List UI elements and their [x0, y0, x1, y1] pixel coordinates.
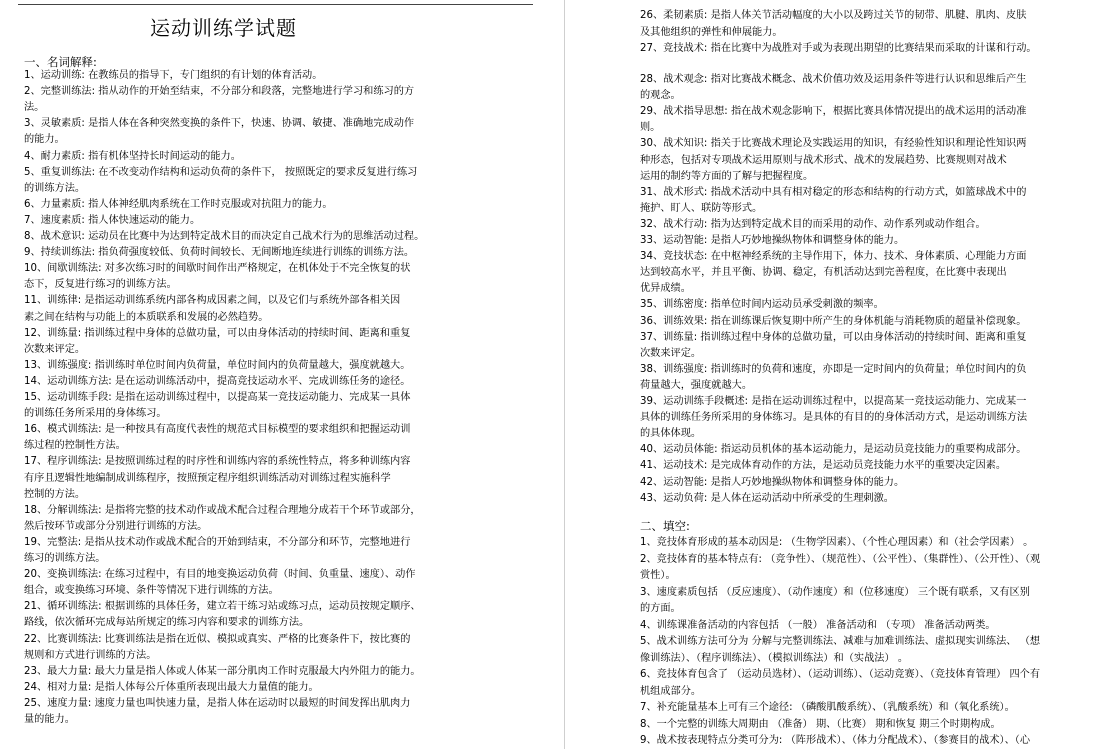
- text-line: 练过程的控制性方法。: [24, 440, 126, 452]
- text-line: 2、完整训练法: 指从动作的开始至结束，不分部分和段落，完整地进行学习和练习的方: [24, 86, 415, 98]
- text-line: 赏性）。: [640, 570, 676, 581]
- text-line: 2、竞技体育的基本特点有: （竞争性）、（规范性）、（公平性）、（集群性）、（公开性）、（观: [640, 553, 1041, 565]
- text-line: 31、战术形式: 指战术活动中具有相对稳定的形态和结构的行动方式，如篮球战术中的: [640, 186, 1027, 198]
- header-rule: [18, 4, 533, 5]
- section-heading-fill-in: 二、填空:: [640, 519, 690, 533]
- text-line: 6、力量素质: 指人体神经肌肉系统在工作时克服或对抗阻力的能力。: [24, 198, 333, 210]
- text-line: 25、速度力量: 速度力量也叫快速力量，是指人体在运动时以最短的时间发挥出肌肉力: [24, 697, 411, 709]
- text-line: 组合，或变换练习环境、条件等情况下进行训练的方法。: [24, 585, 279, 597]
- text-line: 次数来评定。: [24, 343, 86, 355]
- text-line: 21、循环训练法: 根据训练的具体任务，建立若干练习站或练习点，运动员按规定顺序、: [24, 601, 421, 613]
- text-line: 的训练任务所采用的身体练习。: [24, 408, 167, 420]
- text-line: 1、运动训练: 在教练员的指导下，专门组织的有计划的体育活动。: [24, 70, 323, 81]
- text-line: 37、训练量: 指训练过程中身体的总做功量，可以由身体活动的持续时间、距离和重复: [640, 331, 1027, 343]
- text-line: 素之间在结构与功能上的本质联系和发展的必然趋势。: [24, 311, 269, 323]
- text-line: 法。: [24, 102, 45, 114]
- text-line: 7、速度素质: 指人体快速运动的能力。: [24, 214, 201, 226]
- text-line: 41、运动技术: 是完成体育动作的方法，是运动员竞技能力水平的重要决定因素。: [640, 460, 1007, 472]
- text-line: 4、训练课准备活动的内容包括 （一般） 准备活动和 （专项） 准备活动两类。: [640, 619, 996, 631]
- text-line: 28、战术观念: 指对比赛战术概念、战术价值功效及运用条件等进行认识和思维后产生: [640, 74, 1027, 85]
- text-line: 23、最大力量: 最大力量是指人体或人体某一部分肌肉工作时克服最大内外阻力的能力。: [24, 665, 421, 677]
- text-line: 20、变换训练法: 在练习过程中，有目的地变换运动负荷（时间、负重量、速度）、动作: [24, 569, 416, 581]
- text-line: 路线，依次循环完成每站所规定的练习内容和要求的训练方法。: [24, 617, 310, 629]
- text-line: 15、运动训练手段: 是指在运动训练过程中，以提高某一竞技运动能力、完成某一具体: [24, 392, 411, 403]
- text-line: 态下，反复进行练习的训练方法。: [24, 279, 177, 291]
- page-gap: [560, 0, 570, 749]
- text-line: 5、重复训练法: 在不改变动作结构和运动负荷的条件下， 按照既定的要求反复进行练习: [24, 166, 418, 178]
- text-line: 22、比赛训练法: 比赛训练法是指在近似、模拟或真实、严格的比赛条件下，按比赛的: [24, 633, 411, 645]
- text-line: 优异成绩。: [640, 283, 691, 295]
- text-line: 像训练法）、（程序训练法）、（模拟训练法）和（实战法） 。: [640, 652, 909, 664]
- text-line: 的能力。: [24, 134, 65, 146]
- text-line: 33、运动智能: 是指人巧妙地操纵物体和调整身体的能力。: [640, 235, 905, 246]
- text-line: 32、战术行动: 指为达到特定战术目的而采用的动作、动作系列或动作组合。: [640, 218, 986, 230]
- text-line: 14、运动训练方法: 是在运动训练活动中，提高竞技运动水平、完成训练任务的途径。: [24, 375, 411, 387]
- text-line: 40、运动员体能: 指运动员机体的基本运动能力，是运动员竞技能力的重要构成部分。: [640, 444, 1027, 456]
- text-line: 然后按环节或部分分别进行训练的方法。: [24, 520, 208, 532]
- text-line: 18、分解训练法: 是指将完整的技术动作或战术配合过程合理地分成若干个环节或部分，: [24, 504, 421, 516]
- text-line: 10、间歇训练法: 对多次练习时的间歇时间作出严格规定，在机体处于不完全恢复的状: [24, 263, 411, 275]
- text-line: 9、战术按表现特点分类可分为: （阵形战术）、（体力分配战术）、（参赛目的战术）、（心: [640, 735, 1031, 746]
- text-line: 次数来评定。: [640, 347, 702, 359]
- text-line: 30、战术知识: 指关于比赛战术理论及实践运用的知识，有经验性知识和理论性知识两: [640, 138, 1027, 150]
- text-line: 35、训练密度: 指单位时间内运动员承受刺激的频率。: [640, 299, 884, 311]
- section-heading-definitions: 一、名词解释:: [24, 55, 97, 69]
- text-line: 达到较高水平，并且平衡、协调、稳定，有机活动达到完善程度，在比赛中表现出: [640, 267, 1007, 279]
- text-line: 4、耐力素质: 指有机体坚持长时间运动的能力。: [24, 150, 241, 162]
- text-line: 种形态，包括对专项战术运用原则与战术形式、战术的发展趋势、比赛规则对战术: [640, 154, 1007, 166]
- text-line: 29、战术指导思想: 指在战术观念影响下，根据比赛具体情况提出的战术运用的活动准: [640, 106, 1027, 118]
- text-line: 19、完整法: 是指从技术动作或战术配合的开始到结束，不分部分和环节，完整地进行: [24, 536, 411, 548]
- text-line: 24、相对力量: 是指人体每公斤体重所表现出最大力量值的能力。: [24, 681, 319, 693]
- text-line: 36、训练效果: 指在训练课后恢复期中所产生的身体机能与消耗物质的超量补偿现象。: [640, 315, 1027, 327]
- text-line: 42、运动智能: 是指人巧妙地操纵物体和调整身体的能力。: [640, 476, 905, 488]
- text-line: 38、训练强度: 指训练时的负荷和速度，亦即是一定时间内的负荷量；单位时间内的负: [640, 363, 1027, 375]
- text-line: 11、训练律: 是指运动训练系统内部各构成因素之间，以及它们与系统外部各相关因: [24, 295, 401, 307]
- text-line: 则。: [640, 122, 661, 134]
- page-title: 运动训练学试题: [150, 16, 297, 40]
- text-line: 的训练方法。: [24, 182, 86, 194]
- text-line: 具体的训练任务所采用的身体练习。是具体的有目的的身体活动方式，是运动训练方法: [640, 412, 1028, 424]
- text-line: 27、竞技战术: 指在比赛中为战胜对手或为表现出期望的比赛结果而采取的计谋和行动。: [640, 43, 1037, 54]
- text-line: 量的能力。: [24, 714, 75, 725]
- text-line: 7、补充能量基本上可有三个途径: （磷酸肌酸系统）、（乳酸系统）和（氧化系统）。: [640, 702, 1015, 713]
- text-line: 3、速度素质包括 （反应速度）、（动作速度）和（位移速度） 三个既有联系，又有区别: [640, 586, 1030, 598]
- text-line: 荷量越大，强度就越大。: [640, 379, 753, 391]
- text-line: 的方面。: [640, 603, 681, 614]
- text-line: 17、程序训练法: 是按照训练过程的时序性和训练内容的系统性特点，将多种训练内容: [24, 456, 411, 468]
- text-line: 运用的制约等方面的了解与把握程度。: [640, 170, 814, 182]
- text-line: 练习的训练方法。: [24, 553, 106, 564]
- text-line: 43、运动负荷: 是人体在运动活动中所承受的生理刺激。: [640, 492, 894, 504]
- text-line: 9、持续训练法: 指负荷强度较低、负荷时间较长、无间断地连续进行训练的训练方法。: [24, 247, 415, 259]
- text-line: 8、战术意识: 运动员在比赛中为达到特定战术目的而决定自己战术行为的思维活动过程。: [24, 231, 425, 242]
- text-line: 的具体体现。: [640, 428, 702, 440]
- text-line: 6、竞技体育包含了 （运动员选材）、（运动训练）、（运动竞赛）、（竞技体育管理） 四个有: [640, 669, 1041, 680]
- text-line: 规则和方式进行训练的方法。: [24, 649, 157, 661]
- text-line: 1、竞技体育形成的基本动因是: （生物学因素）、（个性心理因素）和（社会学因素） 。: [640, 537, 1034, 548]
- text-line: 3、灵敏素质: 是指人体在各种突然变换的条件下，快速、协调、敏捷、准确地完成动作: [24, 118, 415, 130]
- text-line: 及其他组织的弹性和伸展能力。: [640, 26, 783, 38]
- text-line: 的观念。: [640, 90, 681, 102]
- text-line: 8、一个完整的训练大周期由 （准备） 期、（比赛） 期和恢复 期三个时期构成。: [640, 718, 1001, 730]
- text-line: 控制的方法。: [24, 488, 86, 500]
- text-line: 掩护、盯人、联防等形式。: [640, 202, 763, 214]
- text-line: 34、竞技状态: 在中枢神经系统的主导作用下，体力、技术、身体素质、心理能力方面: [640, 251, 1027, 263]
- text-line: 26、柔韧素质: 是指人体关节活动幅度的大小以及跨过关节的韧带、肌腱、肌肉、皮肤: [640, 10, 1027, 21]
- right-page: [570, 0, 1120, 749]
- text-line: 12、训练量: 指训练过程中身体的总做功量，可以由身体活动的持续时间、距离和重复: [24, 327, 411, 339]
- text-line: 16、模式训练法: 是一种按具有高度代表性的规范式目标模型的要求组织和把握运动训: [24, 424, 411, 436]
- text-line: 有序且逻辑性地编制成训练程序，按照预定程序组织训练活动对训练过程实施科学: [24, 472, 391, 484]
- text-line: 5、战术训练方法可分为 分解与完整训练法、减难与加难训练法、虚拟现实训练法、 （想: [640, 636, 1041, 647]
- text-line: 39、运动训练手段概述: 是指在运动训练过程中，以提高某一竞技运动能力、完成某一: [640, 396, 1027, 407]
- text-line: 机组成部分。: [640, 685, 702, 697]
- text-line: 13、训练强度: 指训练时单位时间内负荷量，单位时间内的负荷量越大，强度就越大。: [24, 359, 411, 371]
